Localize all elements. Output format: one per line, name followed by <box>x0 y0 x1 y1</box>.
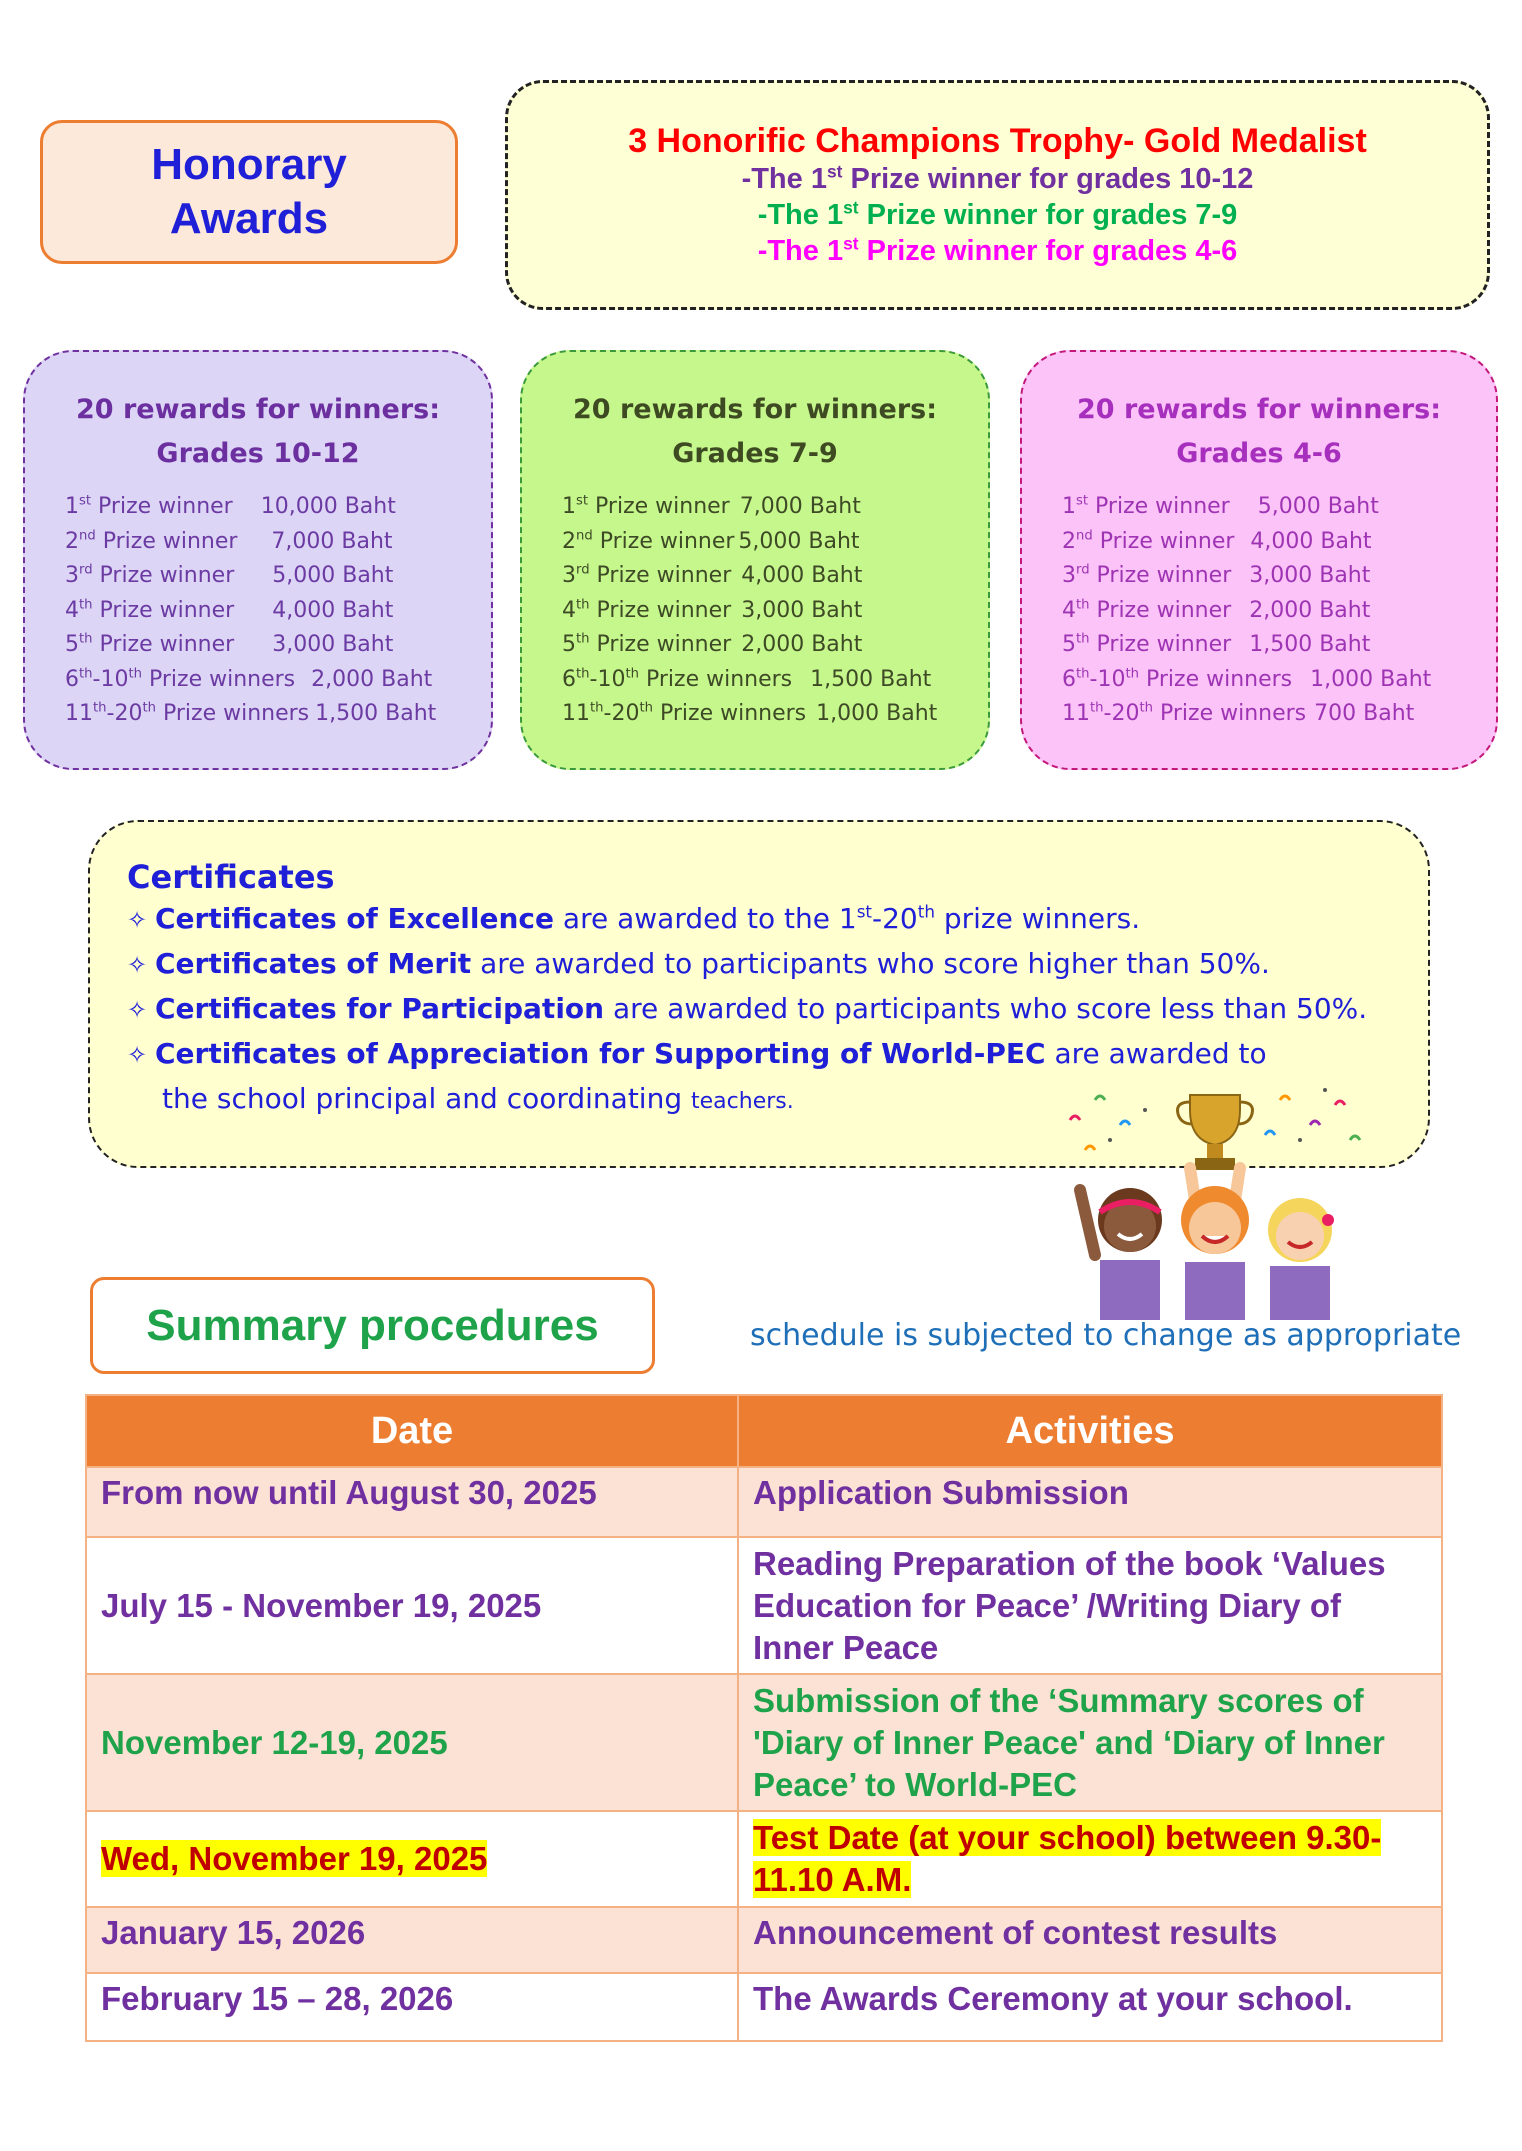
reward-row <box>1062 490 1496 525</box>
reward-row <box>1062 628 1496 663</box>
rank: 11 <box>1062 701 1090 726</box>
reward-label <box>562 594 731 629</box>
reward-amount: 1,500 Baht <box>810 666 932 692</box>
date-text: January 15, 2026 <box>101 1914 366 1951</box>
reward-row <box>562 525 988 560</box>
reward-row <box>1062 663 1496 698</box>
reward-row <box>65 559 491 594</box>
rank-end: -20 <box>106 701 143 726</box>
reward-amount: 5,000 Baht <box>1257 494 1379 519</box>
reward-row <box>1062 594 1496 629</box>
reward-amount: 4,000 Baht <box>1250 528 1372 554</box>
rank-sup: st <box>79 493 92 509</box>
reward-label <box>562 490 730 525</box>
reward-amount: 3,000 Baht <box>1249 563 1371 588</box>
reward-row <box>562 697 988 732</box>
reward-row <box>65 663 491 698</box>
rank-sup: th <box>93 700 107 716</box>
rank-sup: rd <box>576 562 590 578</box>
activity-cell <box>738 1467 1442 1537</box>
table-row <box>86 1907 1442 1973</box>
reward-amount: 3,000 Baht <box>272 632 394 657</box>
trophy-lines <box>508 161 1487 269</box>
prize-text: Prize winners <box>142 666 296 692</box>
reward-amount: 2,000 Baht <box>311 666 433 692</box>
trophy-line-pre: -The 1 <box>757 199 844 231</box>
reward-list <box>65 490 491 732</box>
reward-title-3: 20 rewards for winners: <box>1076 394 1442 425</box>
summary-title-text: Summary procedures <box>146 1300 599 1350</box>
prize-text: Prize winner <box>1092 528 1235 554</box>
reward-row <box>562 559 988 594</box>
reward-amount: 7,000 Baht <box>739 494 861 519</box>
activity-text: Application Submission <box>753 1474 1129 1511</box>
reward-list <box>1062 490 1496 732</box>
reward-label <box>562 628 731 663</box>
star-bullet-icon: ✧ <box>127 996 148 1024</box>
rank-sup: nd <box>79 528 96 544</box>
reward-label <box>562 663 792 698</box>
rank: 1 <box>65 494 79 519</box>
date-text: February 15 – 28, 2026 <box>101 1980 454 2017</box>
rank-sup: nd <box>1076 528 1093 544</box>
rank-sup: th <box>1076 631 1090 647</box>
certificate-sup: th <box>917 901 935 922</box>
prize-text: Prize winner <box>1088 494 1230 519</box>
procedures-table <box>85 1394 1443 2042</box>
reward-amount: 2,000 Baht <box>1249 597 1371 623</box>
trophy-line <box>508 233 1487 269</box>
rank-sup: rd <box>1076 562 1090 578</box>
prize-text: Prize winners <box>639 666 793 692</box>
reward-amount: 2,000 Baht <box>741 632 863 657</box>
reward-amount: 3,000 Baht <box>741 597 863 623</box>
date-cell <box>86 1811 738 1907</box>
prize-text: Prize winners <box>1153 701 1307 726</box>
rank-end-sup: th <box>128 666 142 682</box>
reward-grade-1: Grades 10-12 <box>156 438 360 469</box>
trophy-line-post: Prize winner for grades 4-6 <box>858 235 1238 267</box>
rank-sup: st <box>576 493 589 509</box>
certificate-item <box>127 942 1428 987</box>
rank: 3 <box>1062 563 1076 588</box>
prize-text: Prize winner <box>1089 563 1232 588</box>
table-row <box>86 1674 1442 1811</box>
reward-label <box>562 559 731 594</box>
reward-amount: 1,000 Baht <box>1310 666 1432 692</box>
reward-list <box>562 490 988 732</box>
trophy-line-pre: -The 1 <box>757 235 844 267</box>
date-text: Wed, November 19, 2025 <box>101 1840 488 1877</box>
rank-sup: rd <box>79 562 93 578</box>
activity-text: Announcement of contest results <box>753 1914 1278 1951</box>
activity-text: Submission of the ‘Summary scores of 'Diary of Inner Peace' and ‘Diary of Inner Peace’ to World-PEC <box>753 1681 1385 1803</box>
trophy-line-sup: st <box>826 161 843 182</box>
reward-amount: 1,500 Baht <box>1249 632 1371 657</box>
rank: 2 <box>562 528 576 554</box>
reward-label <box>1062 490 1230 525</box>
rank-end: -10 <box>92 666 129 692</box>
reward-label <box>1062 628 1231 663</box>
rank-end: -20 <box>1103 701 1140 726</box>
rank-sup: th <box>590 700 604 716</box>
reward-label <box>1062 525 1234 560</box>
rank-sup: th <box>79 597 93 613</box>
table-row <box>86 1811 1442 1907</box>
honorary-line2: Awards <box>169 194 329 243</box>
rank-end: -20 <box>603 701 640 726</box>
reward-title-1: 20 rewards for winners: <box>75 394 441 425</box>
activity-text: Test Date (at your school) between 9.30-11.10 A.M. <box>753 1819 1382 1898</box>
reward-row <box>562 490 988 525</box>
rank: 5 <box>65 632 79 657</box>
table-row <box>86 1973 1442 2041</box>
prize-text: Prize winners <box>156 701 310 726</box>
prize-text: Prize winner <box>1089 597 1232 623</box>
rank: 5 <box>1062 632 1076 657</box>
activity-cell <box>738 1811 1442 1907</box>
reward-label <box>1062 594 1231 629</box>
certificate-desc: are awarded to participants who score higher than 50%. <box>471 947 1270 980</box>
rewards-grades-10-12 <box>23 350 493 770</box>
rank: 1 <box>1062 494 1076 519</box>
rank: 1 <box>562 494 576 519</box>
certificates-list <box>90 897 1428 1077</box>
rank-sup: th <box>1090 700 1104 716</box>
reward-label <box>562 525 734 560</box>
star-bullet-icon: ✧ <box>127 1041 148 1069</box>
rank-sup: th <box>576 631 590 647</box>
star-bullet-icon: ✧ <box>127 951 148 979</box>
table-row <box>86 1537 1442 1674</box>
rank-end: -10 <box>1089 666 1126 692</box>
reward-label <box>65 628 234 663</box>
reward-row <box>65 594 491 629</box>
reward-title-2: 20 rewards for winners: <box>572 394 938 425</box>
rank-sup: th <box>79 666 93 682</box>
rank-end-sup: th <box>1139 700 1153 716</box>
prize-text: Prize winner <box>92 563 235 588</box>
prize-text: Prize winner <box>1089 632 1232 657</box>
reward-row <box>1062 559 1496 594</box>
certificate-desc-mid: -20 <box>872 902 918 935</box>
reward-row <box>562 663 988 698</box>
date-cell <box>86 1467 738 1537</box>
date-text: From now until August 30, 2025 <box>101 1474 597 1511</box>
rank-sup: th <box>79 631 93 647</box>
rank-sup: th <box>576 597 590 613</box>
trophy-line-post: Prize winner for grades 7-9 <box>858 199 1238 231</box>
trophy-line-post: Prize winner for grades 10-12 <box>842 163 1254 195</box>
star-bullet-icon: ✧ <box>127 906 148 934</box>
trophy-title: 3 Honorific Champions Trophy- Gold Medalist <box>628 122 1367 160</box>
reward-label <box>562 697 806 732</box>
rank-sup: nd <box>576 528 593 544</box>
date-cell <box>86 1537 738 1674</box>
prize-text: Prize winners <box>1139 666 1293 692</box>
rank: 6 <box>562 666 576 692</box>
reward-row <box>65 490 491 525</box>
activity-cell <box>738 1907 1442 1973</box>
table-row <box>86 1467 1442 1537</box>
schedule-note: schedule is subjected to change as appropriate <box>750 1318 1462 1353</box>
activity-cell <box>738 1537 1442 1674</box>
reward-amount: 5,000 Baht <box>738 528 860 554</box>
reward-row <box>562 628 988 663</box>
honorary-awards-label <box>40 120 458 264</box>
reward-amount: 700 Baht <box>1314 701 1415 726</box>
prize-text: Prize winners <box>653 701 807 726</box>
reward-amount: 1,000 Baht <box>816 701 938 726</box>
rank: 11 <box>65 701 93 726</box>
rewards-grades-4-6 <box>1020 350 1498 770</box>
date-cell <box>86 1907 738 1973</box>
certificate-name: Certificates for Participation <box>155 992 605 1025</box>
certificate-desc: are awarded to <box>1045 1037 1267 1070</box>
date-cell <box>86 1973 738 2041</box>
reward-amount: 7,000 Baht <box>271 528 393 554</box>
reward-amount: 5,000 Baht <box>272 563 394 588</box>
rank: 4 <box>65 597 79 623</box>
certificate-desc-post: prize winners. <box>934 902 1141 935</box>
rank-end: -10 <box>589 666 626 692</box>
trophy-line-sup: st <box>843 233 859 254</box>
prize-text: Prize winner <box>95 528 238 554</box>
rank-end-sup: th <box>142 700 156 716</box>
reward-label <box>65 663 295 698</box>
reward-label <box>65 697 309 732</box>
rank: 2 <box>1062 528 1076 554</box>
reward-amount: 4,000 Baht <box>272 597 394 623</box>
rank: 6 <box>65 666 79 692</box>
reward-label <box>1062 697 1306 732</box>
date-text: November 12-19, 2025 <box>101 1723 448 1761</box>
activity-text: The Awards Ceremony at your school. <box>753 1980 1353 2017</box>
certificate-item <box>127 897 1428 942</box>
header-activities: Activities <box>738 1395 1442 1467</box>
prize-text: Prize winner <box>588 494 730 519</box>
reward-row <box>562 594 988 629</box>
certificates-title: Certificates <box>127 858 335 896</box>
rank: 5 <box>562 632 576 657</box>
rank-end-sup: th <box>625 666 639 682</box>
reward-label <box>65 525 237 560</box>
date-text: July 15 - November 19, 2025 <box>101 1586 542 1624</box>
certificate-desc: are awarded to participants who score less than 50%. <box>604 992 1368 1025</box>
reward-row <box>65 697 491 732</box>
prize-text: Prize winner <box>92 632 235 657</box>
rank-sup: th <box>1076 597 1090 613</box>
prize-text: Prize winner <box>589 563 732 588</box>
certificate-item <box>127 987 1428 1032</box>
prize-text: Prize winner <box>91 494 233 519</box>
reward-row <box>1062 525 1496 560</box>
prize-text: Prize winner <box>589 632 732 657</box>
prize-text: Prize winner <box>589 597 732 623</box>
reward-label <box>1062 663 1292 698</box>
certificate-name: Certificates of Excellence <box>155 902 555 935</box>
reward-label <box>65 490 233 525</box>
reward-label <box>65 594 234 629</box>
rank-end-sup: th <box>1125 666 1139 682</box>
rank: 4 <box>562 597 576 623</box>
rank: 3 <box>65 563 79 588</box>
kids-trophy-illustration <box>1050 1080 1370 1320</box>
trophy-line <box>508 161 1487 197</box>
prize-text: Prize winner <box>592 528 735 554</box>
certificate-name: Certificates of Appreciation for Supporting of World-PEC <box>155 1037 1046 1070</box>
rewards-grades-7-9 <box>520 350 990 770</box>
trophy-line <box>508 197 1487 233</box>
table-body <box>86 1467 1442 2041</box>
champions-trophy-box <box>505 80 1490 310</box>
certificate-desc: are awarded to the 1 <box>554 902 857 935</box>
rank: 3 <box>562 563 576 588</box>
reward-row <box>65 525 491 560</box>
reward-amount: 4,000 Baht <box>741 563 863 588</box>
rank: 11 <box>562 701 590 726</box>
trophy-line-sup: st <box>843 197 859 218</box>
activity-cell <box>738 1674 1442 1811</box>
rank: 4 <box>1062 597 1076 623</box>
rank: 2 <box>65 528 79 554</box>
header-date: Date <box>86 1395 738 1467</box>
rank-sup: st <box>1076 493 1089 509</box>
prize-text: Prize winner <box>92 597 235 623</box>
reward-row <box>65 628 491 663</box>
reward-amount: 10,000 Baht <box>260 494 396 519</box>
activity-cell <box>738 1973 1442 2041</box>
rank-sup: th <box>576 666 590 682</box>
certificate-item <box>127 1032 1428 1077</box>
reward-grade-2: Grades 7-9 <box>672 438 838 469</box>
rank-end-sup: th <box>639 700 653 716</box>
reward-row <box>1062 697 1496 732</box>
activity-text: Reading Preparation of the book ‘Values Education for Peace’ /Writing Diary of Inner Peace <box>753 1544 1386 1666</box>
summary-procedures-title <box>90 1277 655 1374</box>
trophy-line-pre: -The 1 <box>741 163 827 195</box>
certificate-sup: st <box>856 901 873 922</box>
reward-label <box>1062 559 1231 594</box>
rank-sup: th <box>1076 666 1090 682</box>
reward-grade-3: Grades 4-6 <box>1176 438 1342 469</box>
date-cell <box>86 1674 738 1811</box>
honorary-line1: Honorary <box>151 140 347 189</box>
certificate-continuation: the school principal and coordinating teachers. <box>162 1082 794 1115</box>
reward-amount: 1,500 Baht <box>315 701 437 726</box>
rank: 6 <box>1062 666 1076 692</box>
certificate-name: Certificates of Merit <box>155 947 472 980</box>
reward-label <box>65 559 234 594</box>
